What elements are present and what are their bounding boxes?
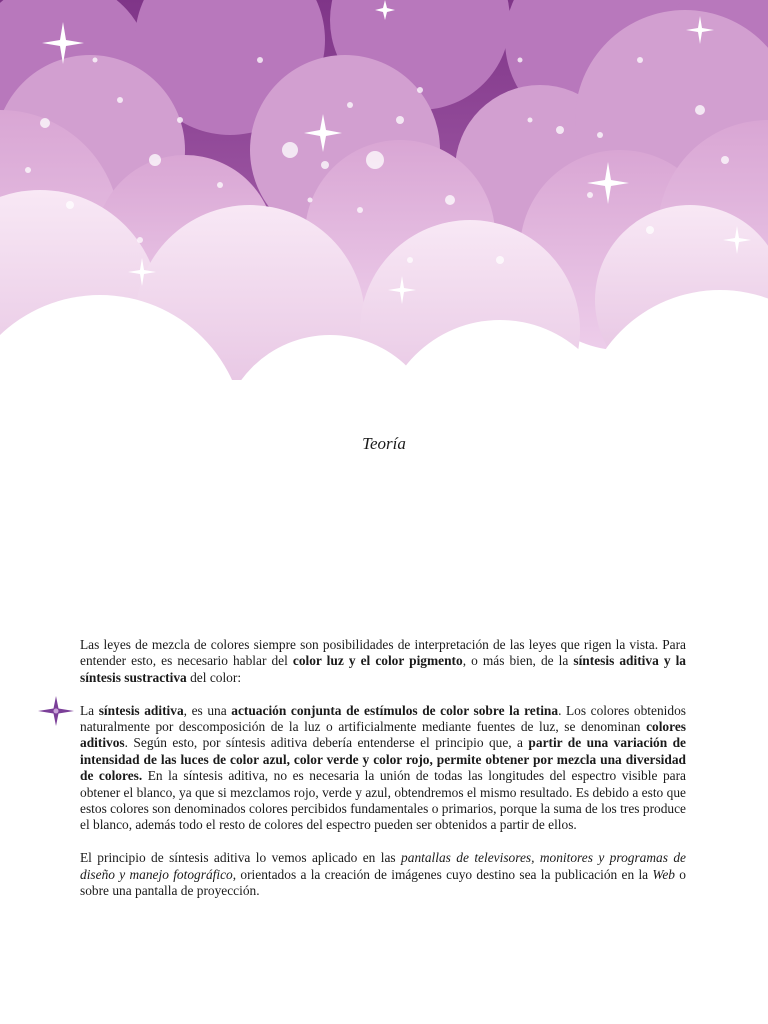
text-run: del color: xyxy=(186,669,242,685)
bold-run: partir de una variación de intensidad de las luces de color azul, color verde y color rojo, permite obtener por mezcla una diversidad de colores. xyxy=(80,735,686,784)
text-run: , orientados a la creación de imágenes cuyo destino sea la publicación en la xyxy=(232,866,653,882)
body-text xyxy=(80,637,686,916)
page-title: Teoría xyxy=(362,434,406,453)
bold-run: colores aditivos xyxy=(80,719,686,751)
bold-run: síntesis aditiva xyxy=(98,702,184,718)
bullet-star-icon xyxy=(38,696,74,726)
cloud-banner xyxy=(0,0,768,380)
bold-run: síntesis aditiva y la síntesis sustractiva xyxy=(80,653,686,685)
text-run: En la síntesis aditiva, no es necesaria la unión de todas las longitudes del espectro visible para obtener el blanco, ya que si mezclamos rojo, verde y azul, obtendremos el mismo resultado. Es debido a esto que estos colores son denominados colores percibidos fundamentales o primarios, porque la suma de los tres produce el blanco, además todo el resto de colores del espectro pueden ser obtenidos a partir de ellos. xyxy=(80,768,686,833)
text-run: La xyxy=(80,702,99,718)
text-run: , o más bien, de la xyxy=(462,653,574,669)
text-run: o sobre una pantalla de proyección. xyxy=(80,866,686,899)
paragraph-intro xyxy=(80,637,686,686)
text-run: . Los colores obtenidos naturalmente por descomposición de la luz o artificialmente mediante fuentes de luz, se denominan xyxy=(80,702,686,735)
paragraph-application xyxy=(80,850,686,899)
bold-run: color luz y el color pigmento xyxy=(292,653,463,669)
text-run: Las leyes de mezcla de colores siempre son posibilidades de interpretación de las leyes que rigen la vista. Para entender esto, es necesario hablar del xyxy=(80,637,686,669)
italic-run: pantallas de televisores, monitores y programas de diseño y manejo fotográfico xyxy=(80,850,686,882)
text-run: , es una xyxy=(183,702,232,718)
text-run: El principio de síntesis aditiva lo vemos aplicado en las xyxy=(80,850,402,866)
paragraph-additive-synthesis xyxy=(80,703,686,834)
text-run: . Según esto, por síntesis aditiva debería entenderse el principio que, a xyxy=(124,735,529,751)
italic-run: Web xyxy=(652,866,675,882)
bold-run: actuación conjunta de estímulos de color sobre la retina xyxy=(231,702,559,718)
